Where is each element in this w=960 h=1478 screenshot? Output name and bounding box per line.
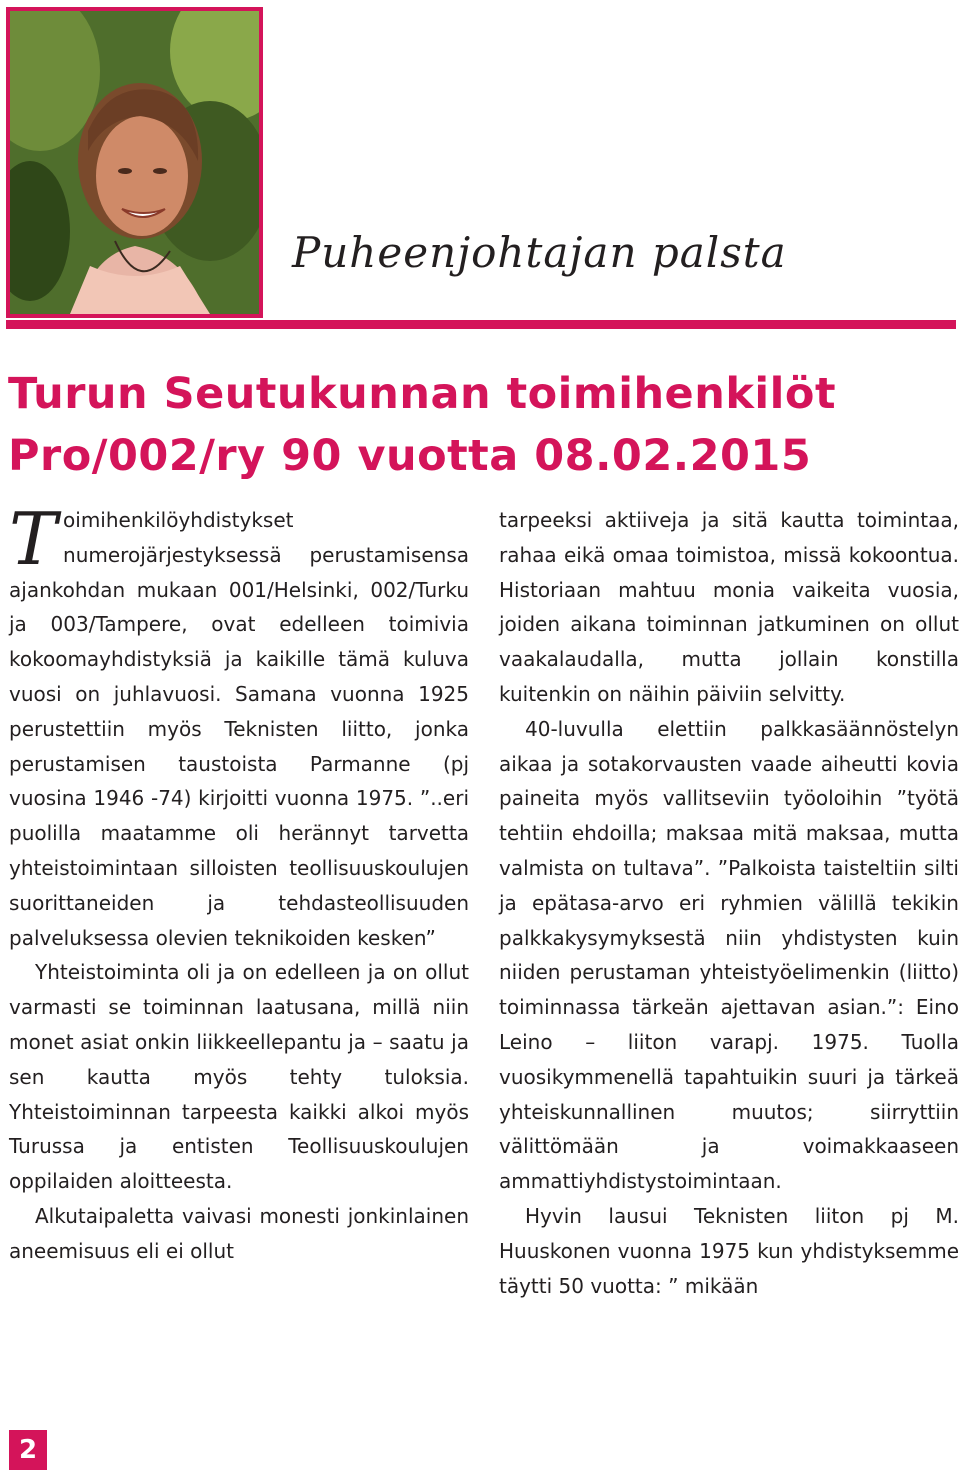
left-paragraph-1 (9, 497, 469, 955)
article-headline (8, 363, 956, 487)
left-paragraph-2: Yhteistoiminta oli ja on edelleen ja on ollut varmasti se toiminnan laatusana, millä niin monet asiat onkin liikkeellepantu ja – saatu ja sen kautta myös tehty tuloksia. Yhteistoiminnan tarpeesta kaikki alkoi myös Turussa ja entisten Teollisuuskoulujen oppilaiden aloitteesta. (9, 960, 469, 1194)
left-paragraph-3: Alkutaipaletta vaivasi monesti jonkinlainen aneemisuus eli ei ollut (9, 1203, 469, 1263)
right-paragraph-1: tarpeeksi aktiiveja ja sitä kautta toimintaa, rahaa eikä omaa toimistoa, missä kokoontua. Historiaan mahtuu monia vaikeita vuosia, joiden aikana toiminnan jatkuminen on ollut vaakalaudalla, mutta jollain konstilla kuitenkin on näihin päiviin selvitty. (499, 508, 959, 706)
header-divider-rule (6, 320, 956, 329)
page-number: 2 (9, 1430, 47, 1470)
headline-line-1: Turun Seutukunnan toimihenkilöt (8, 369, 837, 419)
right-paragraph-2: 40-luvulla elettiin palkkasäännöstelyn aikaa ja sotakorvausten vaade aiheutti kovia paineita myös vallitseviin työoloihin ”työtä tehtiin ehdoilla; maksaa mitä maksaa, mutta valmista on tultava”. ”Palkoista taisteltiin silti ja epätasa-arvo eri ryhmien välillä tekikin palkkakysymyksestä niin yhdistysten kuin niiden perustaman yhteistyöelimenkin (liitto) toiminnassa tärkeän ajettavan asian.”: Eino Leino – liiton varapj. 1975. Tuolla vuosikymmenellä tapahtuikin suuri ja tärkeä yhteiskunnallinen muutos; siirryttiin välittömään ja voimakkaaseen ammattiyhdistystoimintaan. (499, 716, 959, 1194)
right-paragraph-3: Hyvin lausui Teknisten liiton pj M. Huuskonen vuonna 1975 kun yhdistyksemme täytti 50 vuotta: ” mikään (499, 1203, 959, 1298)
column-section-title: Puheenjohtajan palsta (292, 228, 787, 277)
author-portrait-photo (6, 7, 263, 318)
drop-cap: T (9, 497, 58, 581)
left-paragraph-1-text: oimihenkilöyhdistykset numerojärjestyksessä perustamisensa ajankohdan mukaan 001/Helsinki, 002/Turku ja 003/Tampere, ovat edelleen toimivia kokoomayhdistyksiä ja kaikille tämä kuluva vuosi on juhlavuosi. Samana vuonna 1925 perustettiin myös Teknisten liitto, jonka perustamisen taustoista Parmanne (pj vuosina 1946 -74) kirjoitti vuonna 1975. ”..eri puolilla maatamme oli herännyt tarvetta yhteistoimintaan silloisten teollisuuskoulujen suorittaneiden ja tehdasteollisuuden palveluksessa olevien teknikoiden kesken” (9, 508, 469, 950)
article-left-column (9, 497, 469, 1269)
headline-line-2: Pro/002/ry 90 vuotta 08.02.2015 (8, 431, 812, 481)
portrait-image (10, 11, 259, 314)
article-right-column (499, 503, 959, 1303)
